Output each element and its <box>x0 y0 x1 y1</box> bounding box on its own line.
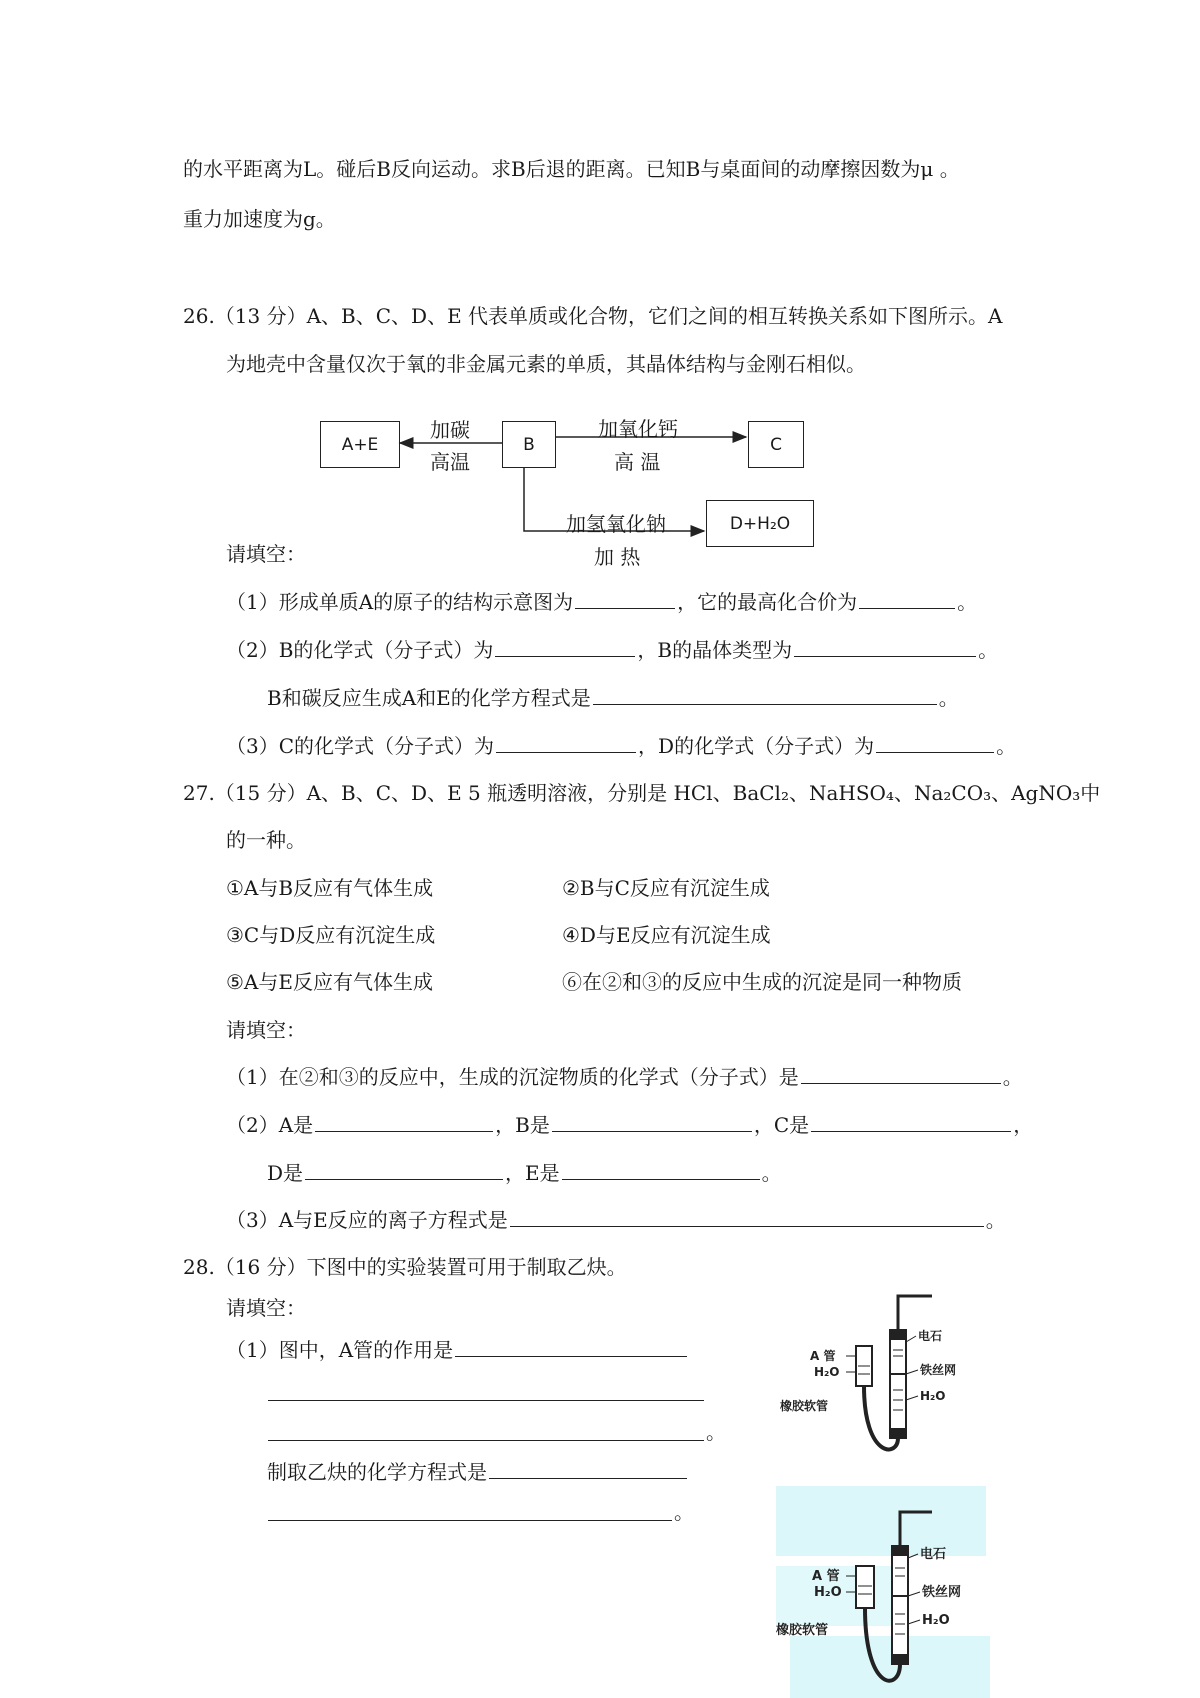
label-add-cao: 加氧化钙 <box>598 417 678 441</box>
q27-p3-text-a: （3）A与E反应的离子方程式是 <box>226 1208 508 1232</box>
q26-p2-text-e: 。 <box>938 686 959 710</box>
q26-p2-text-c: 。 <box>978 638 999 662</box>
q27-p2-text-g: 。 <box>761 1161 782 1185</box>
q26-p3-text-b: ，D的化学式（分子式）为 <box>638 734 875 758</box>
fig2-label-carbide: 电石 <box>920 1547 947 1562</box>
q26-answer-max-valence[interactable] <box>859 588 955 609</box>
q26-p1-text-b: ，它的最高化合价为 <box>677 590 858 614</box>
box-a-plus-e: A+E <box>320 421 400 468</box>
q27-answer-d[interactable] <box>305 1159 503 1180</box>
q28-fill-prompt: 请填空： <box>226 1296 306 1320</box>
q26-p1-text-c: 。 <box>957 590 978 614</box>
q27-answer-a[interactable] <box>315 1111 493 1132</box>
q27-clue-2: ②B与C反应有沉淀生成 <box>562 876 770 900</box>
q26-answer-c-formula[interactable] <box>496 732 636 753</box>
q26-answer-atom-structure[interactable] <box>575 588 675 609</box>
q25-line-1: 的水平距离为L。碰后B反向运动。求B后退的距离。已知B与桌面间的动摩擦因数为μ 。 <box>183 157 960 181</box>
fig2-label-tube-a: A 管 <box>812 1569 840 1584</box>
fig2-label-hose: 橡胶软管 <box>776 1623 829 1638</box>
q26-part-1 <box>226 588 977 616</box>
fig1-label-mesh: 铁丝网 <box>920 1363 957 1377</box>
q26-part-2 <box>226 636 998 664</box>
q27-answer-ionic-equation[interactable] <box>510 1206 984 1227</box>
q27-answer-b[interactable] <box>552 1111 752 1132</box>
q27-p2-text-e: D是 <box>267 1161 304 1185</box>
label-add-carbon: 加碳 <box>430 418 470 442</box>
q27-clue-1: ①A与B反应有气体生成 <box>226 876 434 900</box>
q27-part-3 <box>226 1206 1006 1234</box>
q26-p2-text-a: （2）B的化学式（分子式）为 <box>226 638 494 662</box>
q28-answer-acetylene-equation[interactable] <box>489 1458 687 1479</box>
acetylene-apparatus-figure-1 <box>780 1290 1000 1470</box>
q26-p3-text-c: 。 <box>996 734 1017 758</box>
q26-answer-d-formula[interactable] <box>876 732 994 753</box>
q27-p2-text-c: ，C是 <box>753 1113 810 1137</box>
fig2-label-water-right: H₂O <box>922 1613 950 1628</box>
q28-answer-line-3[interactable] <box>268 1440 704 1441</box>
q26-stem-2: 为地壳中含量仅次于氧的非金属元素的单质，其晶体结构与金刚石相似。 <box>226 352 866 376</box>
q27-fill-prompt: 请填空： <box>226 1018 306 1042</box>
q27-clue-5: ⑤A与E反应有气体生成 <box>226 970 433 994</box>
q27-stem-2: 的一种。 <box>226 828 306 852</box>
fig2-label-water-left: H₂O <box>814 1585 842 1600</box>
fig2-label-mesh: 铁丝网 <box>922 1585 962 1600</box>
q28-part-1b <box>267 1458 689 1486</box>
q28-p1b-text: 制取乙炔的化学方程式是 <box>267 1460 487 1484</box>
fig1-label-carbide: 电石 <box>918 1329 943 1343</box>
box-c: C <box>748 421 804 468</box>
q26-p2-text-d: B和碳反应生成A和E的化学方程式是 <box>267 686 591 710</box>
fig1-label-tube-a: A 管 <box>810 1349 836 1363</box>
q26-answer-b-formula[interactable] <box>495 636 635 657</box>
q27-p1-text-a: （1）在②和③的反应中，生成的沉淀物质的化学式（分子式）是 <box>226 1065 799 1089</box>
q27-answer-c[interactable] <box>811 1111 1011 1132</box>
q27-part-1 <box>226 1063 1023 1091</box>
q27-p2-text-a: （2）A是 <box>226 1113 314 1137</box>
q27-p3-text-b: 。 <box>985 1208 1006 1232</box>
q27-answer-precipitate[interactable] <box>801 1063 1001 1084</box>
q28-stem: 28.（16 分）下图中的实验装置可用于制取乙炔。 <box>183 1255 627 1279</box>
q26-p3-text-a: （3）C的化学式（分子式）为 <box>226 734 495 758</box>
q28-end-mark-1: 。 <box>706 1420 726 1444</box>
q26-answer-crystal-type[interactable] <box>794 636 976 657</box>
q28-end-mark-2: 。 <box>674 1500 694 1524</box>
q26-part-3 <box>226 732 1016 760</box>
fig1-label-hose: 橡胶软管 <box>780 1399 829 1413</box>
q28-answer-line-5[interactable] <box>268 1520 672 1521</box>
q26-part-2-equation <box>267 684 959 712</box>
q27-p2-text-d: ， <box>1013 1113 1034 1137</box>
q26-fill-prompt: 请填空： <box>226 542 306 566</box>
q27-clue-3: ③C与D反应有沉淀生成 <box>226 923 436 947</box>
q26-p2-text-b: ，B的晶体类型为 <box>637 638 793 662</box>
box-d-plus-water: D+H₂O <box>706 500 814 547</box>
q26-answer-equation[interactable] <box>593 684 937 705</box>
delivery-tube <box>898 1296 932 1332</box>
q27-part-2-cont <box>267 1159 782 1187</box>
box-b: B <box>502 421 556 468</box>
generator-column <box>890 1330 906 1438</box>
label-high-temp-right: 高 温 <box>614 450 661 474</box>
q28-part-1 <box>226 1336 689 1364</box>
fig1-label-water-right: H₂O <box>920 1389 946 1403</box>
q27-part-2 <box>226 1111 1033 1139</box>
q28-p1-text-a: （1）图中，A管的作用是 <box>226 1338 454 1362</box>
q25-line-2: 重力加速度为g。 <box>183 207 336 231</box>
fig1-label-water-left: H₂O <box>814 1365 840 1379</box>
q27-p2-text-f: ，E是 <box>505 1161 560 1185</box>
acetylene-apparatus-figure-2 <box>776 1506 996 1696</box>
q27-clue-6: ⑥在②和③的反应中生成的沉淀是同一种物质 <box>562 970 962 994</box>
q26-stem-1: 26.（13 分）A、B、C、D、E 代表单质或化合物，它们之间的相互转换关系如下图所示。A <box>183 304 1003 328</box>
q27-p1-text-b: 。 <box>1002 1065 1023 1089</box>
q28-answer-tube-a-role[interactable] <box>455 1336 687 1357</box>
q27-clue-4: ④D与E反应有沉淀生成 <box>562 923 771 947</box>
q27-answer-e[interactable] <box>562 1159 760 1180</box>
label-add-naoh: 加氢氧化钠 <box>566 512 666 536</box>
q26-p1-text-a: （1）形成单质A的原子的结构示意图为 <box>226 590 574 614</box>
q27-p2-text-b: ，B是 <box>495 1113 550 1137</box>
q28-answer-line-2[interactable] <box>268 1400 704 1401</box>
label-high-temp-left: 高温 <box>430 450 470 474</box>
q27-stem-1: 27.（15 分）A、B、C、D、E 5 瓶透明溶液，分别是 HCl、BaCl₂、NaHSO₄、Na₂CO₃、AgNO₃中 <box>183 781 1101 805</box>
label-heat: 加 热 <box>594 545 641 569</box>
